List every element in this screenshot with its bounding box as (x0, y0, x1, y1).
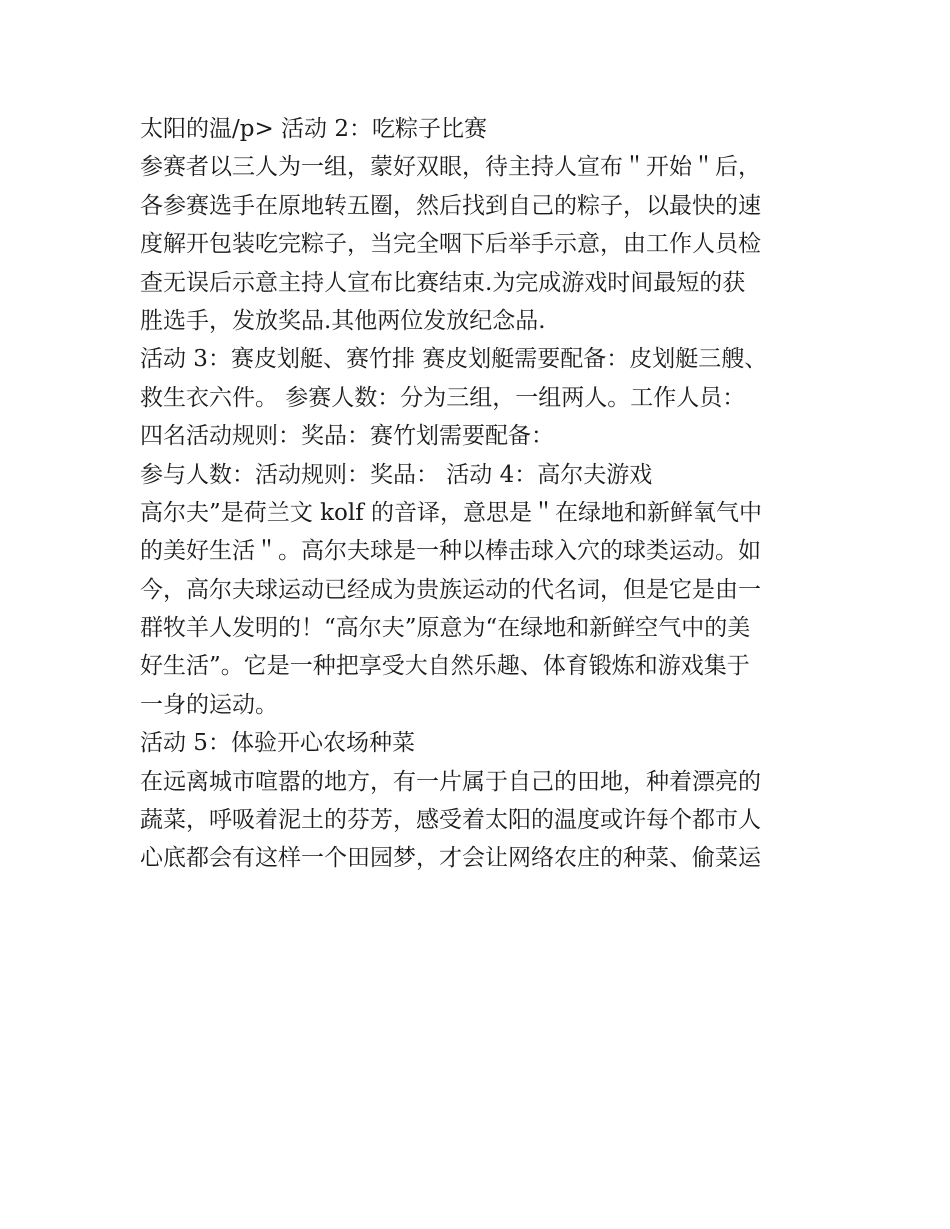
document-body (140, 110, 820, 878)
text-line: 参与人数：活动规则：奖品： 活动 4：高尔夫游戏 (140, 461, 653, 488)
text-line: 四名活动规则：奖品：赛竹划需要配备： (140, 423, 554, 450)
text-line: 活动 3：赛皮划艇、赛竹排 赛皮划艇需要配备：皮划艇三艘、 (140, 346, 768, 373)
text-line: 一身的运动。 (140, 691, 278, 718)
text-line: 活动 5：体验开心农场种菜 (140, 730, 415, 757)
text-line: 今，高尔夫球运动已经成为贵族运动的代名词，但是它是由一 (140, 576, 761, 603)
text-line: 群牧羊人发明的！“高尔夫”原意为“在绿地和新鲜空气中的美 (140, 615, 751, 642)
text-line: 的美好生活＂。高尔夫球是一种以棒击球入穴的球类运动。如 (140, 538, 761, 565)
text-line: 高尔夫”是荷兰文 kolf 的音译，意思是＂在绿地和新鲜氧气中 (140, 499, 763, 526)
text-line: 度解开包装吃完粽子，当完全咽下后举手示意，由工作人员检 (140, 231, 761, 258)
text-line: 救生衣六件。 参赛人数：分为三组，一组两人。工作人员： (140, 384, 746, 411)
text-line: 在远离城市喧嚣的地方，有一片属于自己的田地，种着漂亮的 (140, 768, 761, 795)
text-line: 太阳的温/p> 活动 2：吃粽子比赛 (140, 116, 487, 142)
text-line: 心底都会有这样一个田园梦，才会让网络农庄的种菜、偷菜运 (140, 845, 761, 872)
text-line: 蔬菜，呼吸着泥土的芬芳，感受着太阳的温度或许每个都市人 (140, 807, 761, 834)
text-line: 好生活”。它是一种把享受大自然乐趣、体育锻炼和游戏集于 (140, 653, 750, 680)
text-line: 各参赛选手在原地转五圈，然后找到自己的粽子，以最快的速 (140, 192, 761, 219)
text-line: 参赛者以三人为一组，蒙好双眼，待主持人宣布＂开始＂后， (140, 154, 761, 181)
text-line: 胜选手，发放奖品.其他两位发放纪念品. (140, 307, 546, 334)
text-line: 查无误后示意主持人宣布比赛结束.为完成游戏时间最短的获 (140, 269, 746, 296)
